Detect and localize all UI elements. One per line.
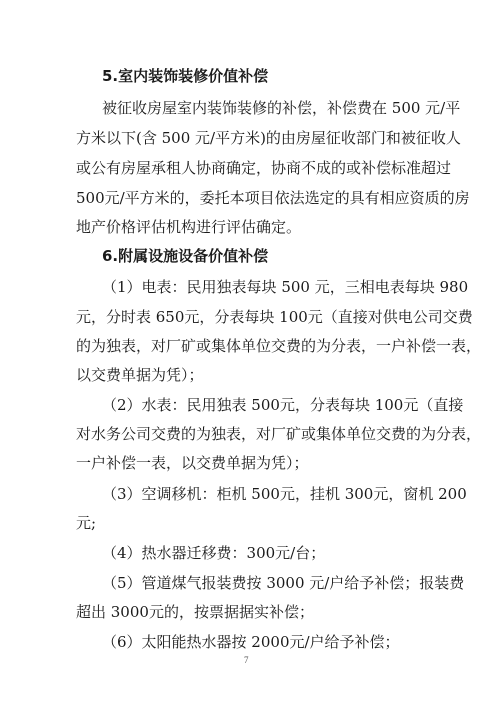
section-6-line-3: 的为独表，对厂矿或集体单位交费的为分表，一户补偿一表， <box>76 337 482 355</box>
section-5-heading: 5.室内装饰装修价值补偿 <box>102 67 269 85</box>
section-5-line-3: 或公有房屋承租人协商确定，协商不成的或补偿标准超过 <box>76 159 452 177</box>
section-6-line-2: 元，分时表 650元，分表每块 100元（直接对供电公司交费 <box>76 308 473 326</box>
section-5-line-4: 500元/平方米的，委托本项目依法选定的具有相应资质的房 <box>76 189 470 207</box>
section-6-line-4: 以交费单据为凭）； <box>76 366 204 384</box>
section-6-line-13: （6）太阳能热水器按 2000元/户给予补偿； <box>102 633 400 651</box>
section-6-line-6: 对水务公司交费的为独表，对厂矿或集体单位交费的为分表， <box>76 425 482 443</box>
page-number: 7 <box>244 655 249 665</box>
section-6-heading: 6.附属设施设备价值补偿 <box>102 247 269 265</box>
section-6-line-1: （1）电表：民用独表每块 500 元，三相电表每块 980 <box>102 278 469 296</box>
section-6-line-5: （2）水表：民用独表 500元，分表每块 100元（直接 <box>102 396 464 414</box>
section-5-line-1: 被征收房屋室内装饰装修的补偿，补偿费在 500 元/平 <box>102 99 461 117</box>
section-5-line-5: 地产价格评估机构进行评估确定。 <box>76 218 302 236</box>
section-6-line-7: 一户补偿一表，以交费单据为凭）； <box>76 454 309 472</box>
section-6-line-11: （5）管道煤气报装费按 3000 元/户给予补偿；报装费 <box>102 574 465 592</box>
section-6-line-10: （4）热水器迁移费：300元/台； <box>102 544 326 562</box>
section-6-line-8: （3）空调移机：柜机 500元，挂机 300元，窗机 200 <box>102 485 467 503</box>
section-5-line-2: 方米以下(含 500 元/平方米)的由房屋征收部门和被征收人 <box>76 129 461 147</box>
section-6-line-12: 超出 3000元的，按票据据实补偿； <box>76 603 314 621</box>
section-6-line-9: 元; <box>76 514 97 532</box>
